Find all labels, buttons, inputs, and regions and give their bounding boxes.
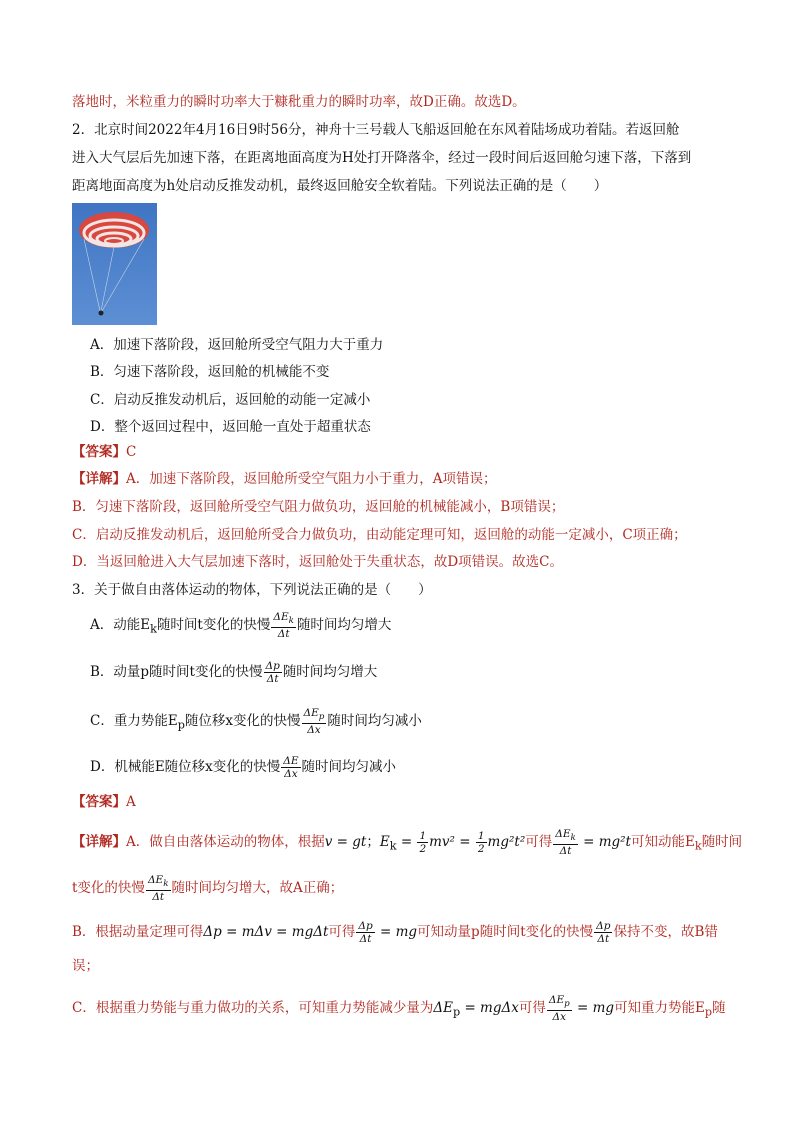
q3-dc-eq1: ΔE [433, 1000, 453, 1017]
q3-da-f1den: 2 [419, 843, 427, 856]
q3-da-l2a: t变化的快慢 [72, 880, 145, 897]
q3-dc-fnum: ΔE [548, 994, 565, 1006]
q3-d-pre: D．机械能E随位移x变化的快慢 [90, 759, 281, 775]
q3-b-den: Δt [266, 673, 279, 685]
q3-a-numsub: k [288, 616, 294, 627]
q2-detail-line1 [72, 469, 497, 489]
q3-da-f3num: ΔE [555, 828, 571, 840]
q3-db-f2den: Δt [597, 933, 610, 945]
q1-answer-tail [72, 92, 526, 112]
q3-d-den: Δx [284, 768, 298, 780]
q3-db-t3: 可知动量p随时间t变化的快慢 [417, 924, 594, 940]
q3-detail-b-line2: 误； [72, 958, 99, 974]
q3-da-f2den: 2 [477, 843, 485, 856]
q3-detail-a-line2 [72, 874, 343, 903]
q3-da-f3numsub: k [570, 833, 576, 844]
q3-da-f2num: 1 [477, 830, 485, 843]
q3-da-eq2sub: k [389, 839, 397, 853]
parachute-photo [72, 203, 157, 325]
q3-answer-label: 【答案】 [72, 794, 126, 810]
q3-dc-t2: 可得 [518, 1000, 546, 1017]
q3-stem: 3．关于做自由落体运动的物体，下列说法正确的是（ ） [72, 582, 432, 598]
q3-detail-c-line1 [72, 994, 726, 1023]
parachute-icon [72, 203, 157, 325]
q3-db-eq2: = mg [375, 924, 418, 940]
q2-answer-label: 【答案】 [72, 444, 126, 460]
q3-answer-value: A [126, 794, 136, 810]
q3-da-l2-frac [146, 874, 171, 903]
q3-c-pre: C．重力势能E [90, 713, 178, 730]
q3-da-eq5: = mg²t [578, 834, 631, 851]
q3-da-t1: A．做自由落体运动的物体，根据 [126, 834, 325, 851]
q3-a-post: 随时间均匀增大 [296, 617, 392, 634]
q3-da-f1num: 1 [419, 830, 427, 843]
q3-option-a [90, 611, 391, 640]
q2-option-c: C．启动反推发动机后，返回舱的动能一定减小 [90, 392, 371, 408]
q2-detail-b: B．匀速下落阶段，返回舱所受空气阻力做负功，返回舱的机械能减小，B项错误； [72, 499, 565, 515]
q3-a-mid: 随时间t变化的快慢 [156, 617, 271, 634]
q3-da-frac1 [417, 830, 428, 855]
q3-db-fnum: Δp [358, 920, 373, 932]
q3-da-l2numsub: k [163, 879, 169, 890]
q3-da-f3den: Δt [559, 845, 572, 858]
q3-a-fraction [271, 611, 296, 640]
q3-dc-eq2: = mg [572, 1000, 615, 1017]
q2-answer [72, 442, 136, 462]
q3-da-eq1: v = gt [324, 834, 367, 851]
q3-dc-fden: Δx [552, 1011, 567, 1024]
q3-da-frac2 [476, 830, 487, 855]
q3-detail-label: 【详解】 [72, 834, 126, 851]
q3-db-fden: Δt [359, 933, 372, 945]
q3-a-num: ΔE [273, 611, 289, 623]
q3-b-post: 随时间均匀增大 [282, 664, 378, 680]
q3-dc-fnumsub: p [564, 999, 570, 1010]
q3-db-t1: B．根据动量定理可得 [72, 924, 204, 940]
q3-d-post: 随时间均匀减小 [301, 759, 397, 775]
q3-db-f2num: Δp [596, 920, 611, 932]
q3-da-l2b: 随时间均匀增大，故A正确； [171, 880, 344, 897]
q3-da-frac3 [553, 828, 578, 857]
q3-b-pre: B．动量p随时间t变化的快慢 [90, 664, 263, 680]
q3-a-pre: A．动能E [90, 617, 151, 634]
q3-da-l2den: Δt [152, 891, 165, 904]
q3-c-numsub: p [318, 712, 325, 723]
q3-c-post: 随时间均匀减小 [327, 713, 422, 730]
q2-answer-value: C [126, 444, 137, 460]
q3-da-eq2: E [379, 834, 390, 851]
q3-option-c [90, 707, 422, 736]
q3-db-frac2 [594, 920, 612, 945]
q3-da-eq3: mv² = [429, 834, 475, 851]
q3-da-t4sub: k [694, 839, 702, 853]
q3-dc-t3sub: p [704, 1005, 713, 1019]
q3-c-fraction [302, 707, 327, 736]
q2-stem-line3: 距离地面高度为h处启动反推发动机，最终返回舱安全软着陆。下列说法正确的是（ ） [72, 178, 608, 194]
q3-dc-frac [547, 994, 572, 1023]
q2-detail-c: C．启动反推发动机后，返回舱所受合力做负功，由动能定理可知，返回舱的动能一定减小，C项正确； [72, 527, 687, 543]
q3-option-b [90, 660, 377, 685]
q2-option-b: B．匀速下落阶段，返回舱的机械能不变 [90, 364, 330, 380]
q3-da-t3: 可得 [525, 834, 553, 851]
q2-option-d: D．整个返回过程中，返回舱一直处于超重状态 [90, 419, 371, 435]
q3-da-l2num: ΔE [147, 874, 164, 886]
q3-c-num: ΔE [303, 707, 319, 719]
q3-dc-t1: C．根据重力势能与重力做功的关系，可知重力势能减少量为 [72, 1000, 434, 1017]
q2-stem-line2: 进入大气层后先加速下落，在距离地面高度为H处打开降落伞，经过一段时间后返回舱匀速下落，下落到 [72, 150, 692, 166]
q3-dc-eq1sub: p [452, 1005, 461, 1019]
q3-db-t4: 保持不变，故B错 [613, 924, 718, 940]
q3-c-mid: 随位移x变化的快慢 [184, 713, 301, 730]
q1-tail-text: 落地时，米粒重力的瞬时功率大于糠秕重力的瞬时功率，故D正确。故选D。 [72, 94, 526, 110]
q3-d-fraction [281, 755, 300, 780]
q3-a-den: Δt [277, 628, 290, 641]
q3-b-num: Δp [265, 660, 280, 672]
q3-db-eq1: Δp = mΔv = mgΔt [203, 924, 329, 940]
q3-b-fraction [264, 660, 282, 685]
q3-d-num: ΔE [283, 755, 299, 767]
q3-c-sub: p [177, 718, 185, 732]
q2-detail-label: 【详解】 [72, 471, 126, 487]
q3-db-frac1 [356, 920, 374, 945]
q3-da-eq4: mg²t² [487, 834, 526, 851]
q3-da-t2: ； [366, 834, 380, 851]
q2-option-a: A．加速下落阶段，返回舱所受空气阻力大于重力 [90, 337, 384, 353]
q3-dc-t3: 可知重力势能E [614, 1000, 705, 1017]
q3-da-t4: 可知动能E [631, 834, 695, 851]
q3-answer [72, 792, 136, 812]
q2-stem-line1: 2．北京时间2022年4月16日9时56分，神舟十三号载人飞船返回舱在东风着陆场成功着陆。若返回舱 [72, 122, 680, 138]
q3-detail-b-line1 [72, 920, 718, 945]
q3-da-eq2b: = [396, 834, 417, 851]
q3-da-t5: 随时间 [701, 834, 743, 851]
q3-db-t2: 可得 [328, 924, 356, 940]
q3-option-d [90, 755, 396, 780]
q2-detail-a: A．加速下落阶段，返回舱所受空气阻力小于重力，A项错误； [126, 471, 497, 487]
q3-dc-eq1b: = mgΔx [460, 1000, 519, 1017]
q3-c-den: Δx [307, 724, 321, 737]
q3-a-sub: k [150, 622, 157, 636]
q3-dc-t4: 随 [712, 1000, 726, 1017]
q2-detail-d: D．当返回舱进入大气层加速下落时，返回舱处于失重状态，故D项错误。故选C。 [72, 554, 563, 570]
q3-detail-a-line1 [72, 828, 742, 857]
